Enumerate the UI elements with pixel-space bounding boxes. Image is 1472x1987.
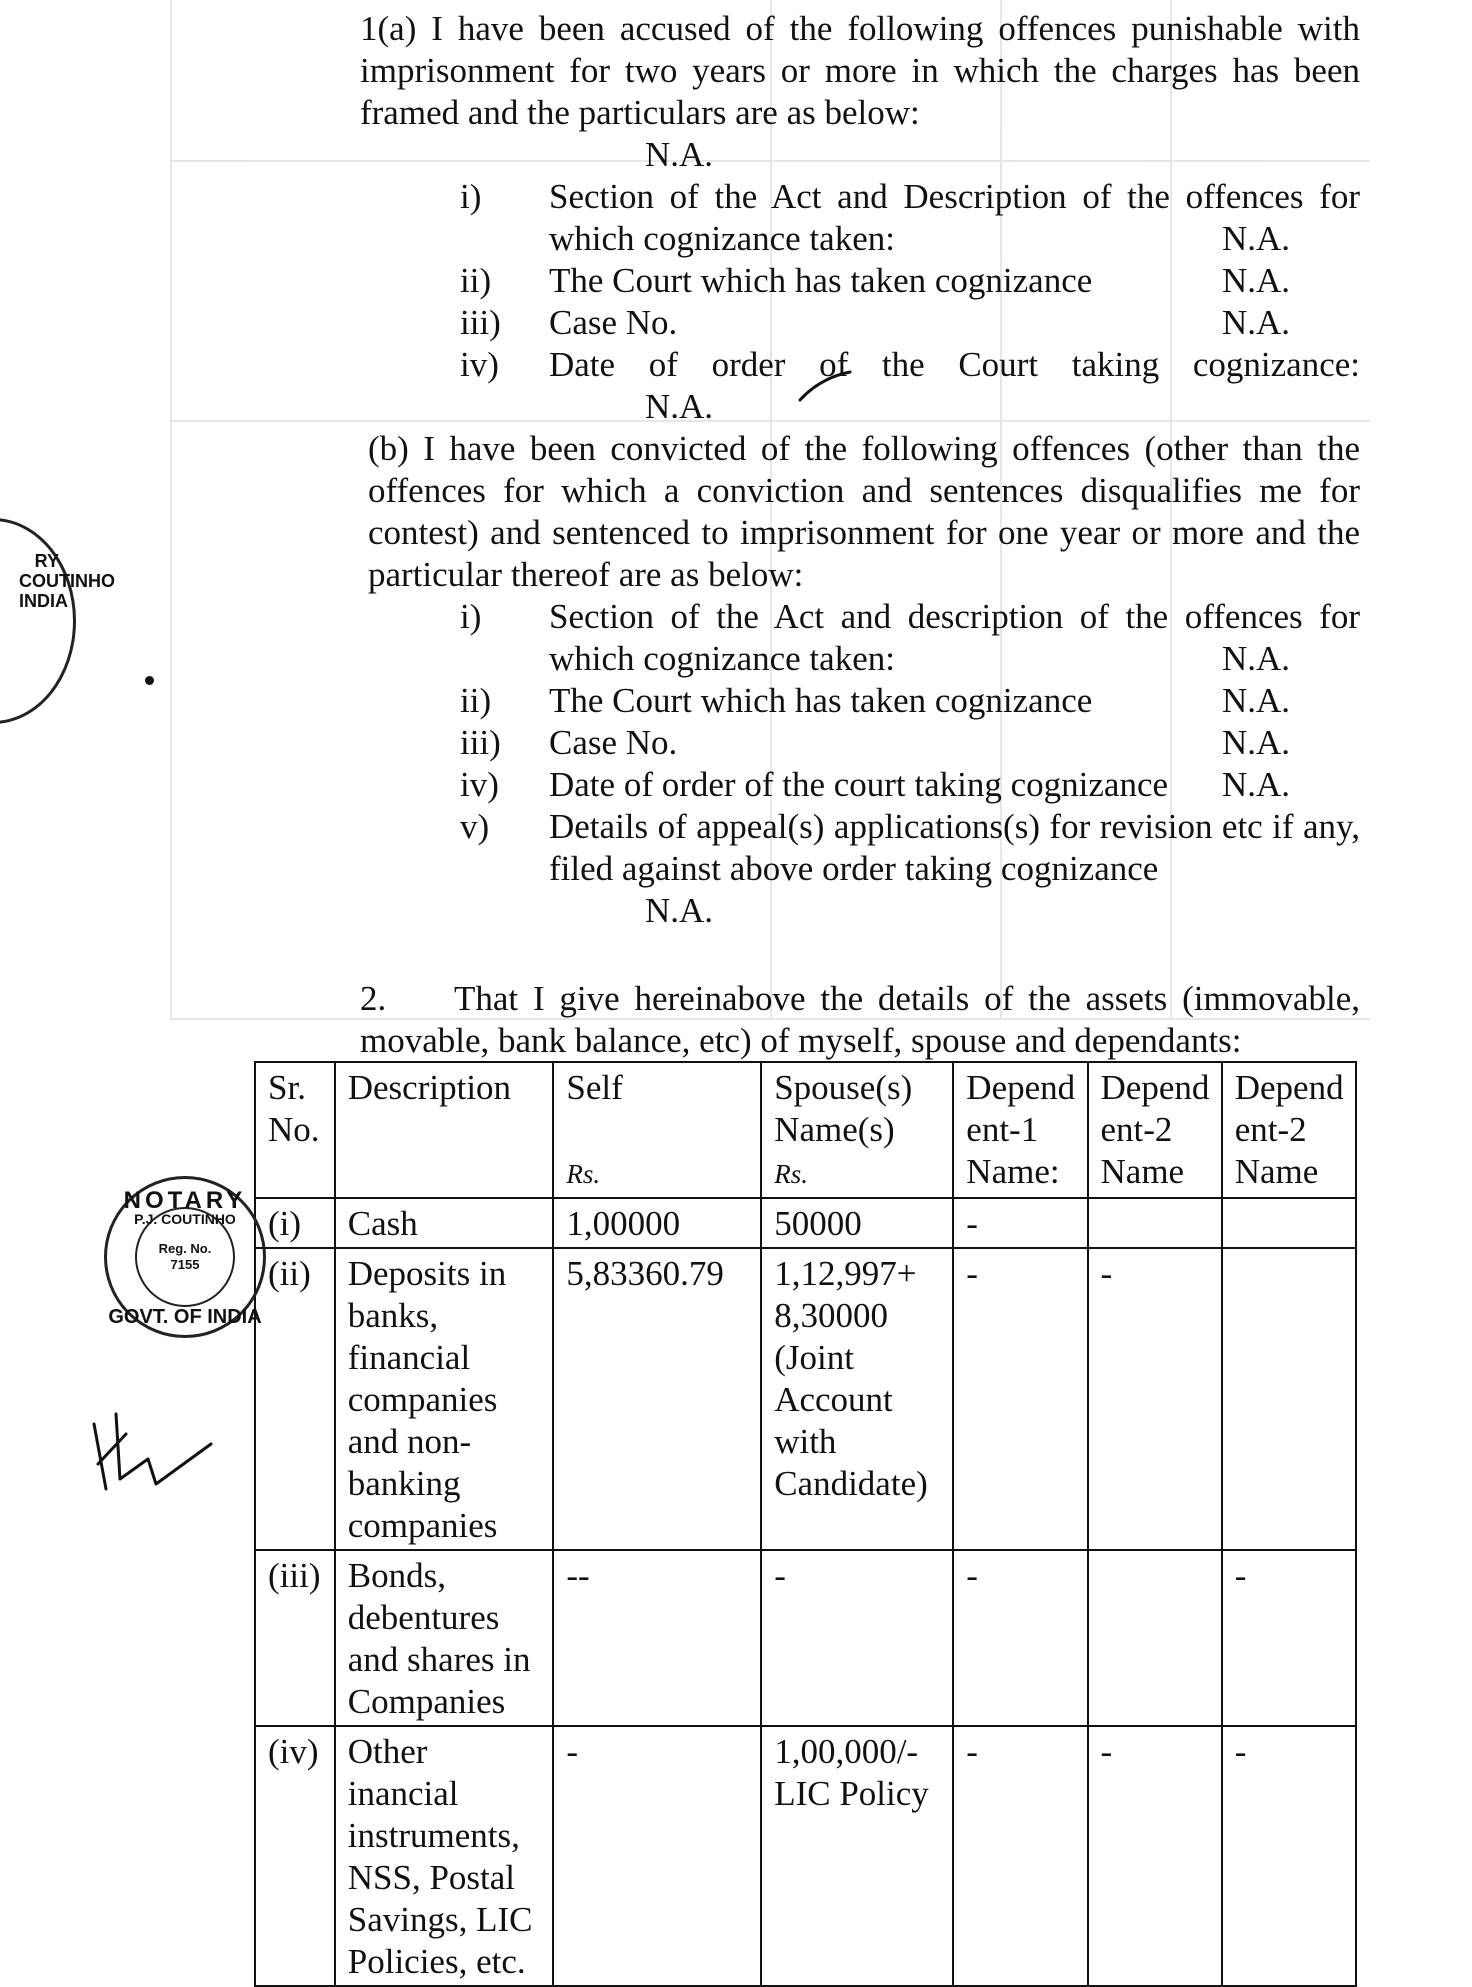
section-1a-na: N.A. [645, 135, 714, 174]
item-text [549, 680, 1360, 722]
item-text [549, 302, 1360, 344]
stamp-partial-text: RY COUTINHO INDIA [19, 551, 115, 611]
cell-self: - [553, 1726, 761, 1986]
cell-sr: (i) [255, 1198, 335, 1248]
item-text: Details of appeal(s) applications(s) for revision etc if any, filed against above order taking cognizance [549, 807, 1360, 888]
header-description: Description [335, 1062, 554, 1198]
section-1b-item [460, 722, 1360, 764]
cell-dependent-2: - [1088, 1726, 1222, 1986]
cell-spouse: - [761, 1550, 953, 1726]
item-number: i) [460, 177, 482, 216]
section-1a-item [460, 176, 1360, 260]
header-self-unit: Rs. [566, 1159, 601, 1189]
header-self [553, 1062, 761, 1198]
section-1a-item [460, 260, 1360, 302]
header-spouse-label: Spouse(s) Name(s) [774, 1068, 913, 1149]
item-value: N.A. [1221, 639, 1290, 678]
cell-spouse: 1,00,000/- LIC Policy [761, 1726, 953, 1986]
header-dependent-2: Depend ent-2 Name [1088, 1062, 1222, 1198]
handwritten-initials [86, 1404, 216, 1494]
header-self-label: Self [566, 1068, 623, 1107]
item-value: N.A. [645, 891, 714, 930]
item-label: The Court which has taken cognizance [549, 261, 1093, 300]
item-text [549, 596, 1360, 680]
table-row [255, 1198, 1356, 1248]
item-label: Case No. [549, 723, 678, 762]
item-number: v) [460, 807, 490, 846]
section-2 [360, 978, 1360, 1062]
item-text [549, 260, 1360, 302]
cell-spouse: 1,12,997+ 8,30000 (Joint Account with Candidate) [761, 1248, 953, 1550]
item-label: Date of order of the court taking cognizance [549, 765, 1169, 804]
section-1b-item [460, 680, 1360, 722]
section-1b-item [460, 806, 1360, 890]
item-number: ii) [460, 681, 492, 720]
cell-self: 1,00000 [553, 1198, 761, 1248]
cell-description: Deposits in banks, financial companies and non-banking companies [335, 1248, 554, 1550]
cell-dependent-2 [1088, 1550, 1222, 1726]
header-sr-no: Sr. No. [255, 1062, 335, 1198]
section-2-text: That I give hereinabove the details of the assets (immovable, movable, bank balance, etc) of myself, spouse and dependants: [360, 979, 1360, 1060]
handwritten-tick-mark [795, 366, 855, 406]
item-number: i) [460, 597, 482, 636]
header-spouse-unit: Rs. [774, 1159, 808, 1189]
item-value: N.A. [1221, 765, 1290, 804]
item-value: N.A. [645, 387, 714, 426]
item-value: N.A. [1221, 219, 1290, 258]
section-1b-item [460, 764, 1360, 806]
cell-self: -- [553, 1550, 761, 1726]
table-row [255, 1550, 1356, 1726]
section-1a-item [460, 302, 1360, 344]
cell-dependent-2: - [1088, 1248, 1222, 1550]
item-number: iv) [460, 765, 499, 804]
cell-dependent-1: - [953, 1550, 1087, 1726]
item-label: Case No. [549, 303, 678, 342]
cell-spouse: 50000 [761, 1198, 953, 1248]
item-number: ii) [460, 261, 492, 300]
item-text [549, 344, 1360, 386]
stamp-name: P.J. COUTINHO [134, 1211, 236, 1227]
cell-description: Other inancial instruments, NSS, Postal Savings, LIC Policies, etc. [335, 1726, 554, 1986]
cell-sr: (ii) [255, 1248, 335, 1550]
item-label: Date of order of the Court taking cognizance: [549, 345, 1360, 384]
table-row [255, 1726, 1356, 1986]
notary-stamp [104, 1176, 266, 1338]
header-dependent-3: Depend ent-2 Name [1222, 1062, 1356, 1198]
stamp-title: NOTARY [123, 1187, 247, 1214]
item-number: iii) [460, 303, 501, 342]
header-dependent-1: Depend ent-1 Name: [953, 1062, 1087, 1198]
cell-dependent-1: - [953, 1198, 1087, 1248]
section-1a-item [460, 344, 1360, 386]
ink-dot [145, 676, 154, 685]
item-text [549, 722, 1360, 764]
cell-sr: (iv) [255, 1726, 335, 1986]
affidavit-page [360, 8, 1360, 1062]
section-1b-intro: (b) I have been convicted of the following offences (other than the offences for which a conviction and sentences disqualifies me for contest) and sentenced to imprisonment for one year or more and the particular thereof are as below: [368, 429, 1360, 594]
item-value: N.A. [1221, 723, 1290, 762]
cell-dependent-3 [1222, 1248, 1356, 1550]
item-number: iii) [460, 723, 501, 762]
item-label: Section of the Act and description of the offences for which cognizance taken: [549, 597, 1360, 678]
cell-description: Cash [335, 1198, 554, 1248]
notary-stamp-partial [0, 518, 115, 724]
stamp-reg-number: 7155 [170, 1257, 200, 1272]
stamp-reg-label: Reg. No. [158, 1241, 212, 1256]
item-label: Section of the Act and Description of the offences for which cognizance taken: [549, 177, 1360, 258]
cell-dependent-3 [1222, 1198, 1356, 1248]
cell-dependent-3: - [1222, 1726, 1356, 1986]
assets-table [254, 1061, 1357, 1987]
cell-dependent-3: - [1222, 1550, 1356, 1726]
cell-dependent-1: - [953, 1248, 1087, 1550]
item-value: N.A. [1221, 681, 1290, 720]
cell-dependent-1: - [953, 1726, 1087, 1986]
cell-description: Bonds, debentures and shares in Companies [335, 1550, 554, 1726]
cell-self: 5,83360.79 [553, 1248, 761, 1550]
header-spouse [761, 1062, 953, 1198]
section-1a-intro: 1(a) I have been accused of the following offences punishable with imprisonment for two years or more in which the charges has been framed and the particulars are as below: [360, 9, 1360, 132]
item-value: N.A. [1221, 303, 1290, 342]
item-text [549, 176, 1360, 260]
section-1b-item [460, 596, 1360, 680]
table-row [255, 1248, 1356, 1550]
table-header-row [255, 1062, 1356, 1198]
item-number: iv) [460, 345, 499, 384]
cell-sr: (iii) [255, 1550, 335, 1726]
section-2-number: 2. [360, 979, 387, 1018]
item-label: The Court which has taken cognizance [549, 681, 1093, 720]
item-text [549, 764, 1360, 806]
cell-dependent-2 [1088, 1198, 1222, 1248]
stamp-bottom-text: GOVT. OF INDIA [108, 1306, 262, 1328]
item-value: N.A. [1221, 261, 1290, 300]
